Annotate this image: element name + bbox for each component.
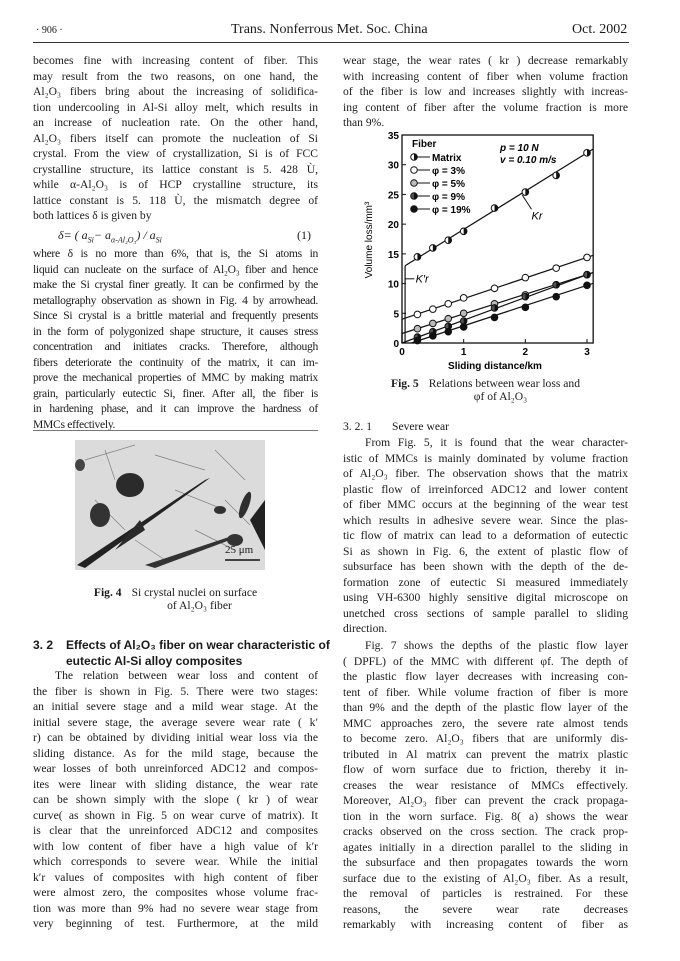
data-point [414,325,421,332]
text-line: tion undercooling in Al-Si alloy melt, which results in [33,100,318,114]
paragraph-1 [33,53,318,224]
text-line: tic flow of matrix can lead to a deformation of eutectic [343,529,628,542]
data-point [445,328,452,335]
legend-marker [411,206,418,213]
text-line: surface due to the existing of Al₂O₃ fiber. As a result, [343,871,628,885]
y-tick-label: 25 [387,190,399,202]
x-tick-label: 0 [399,347,405,358]
legend-label: φ = 19% [432,205,471,216]
paragraph-5 [343,435,628,637]
data-point [414,311,421,318]
legend-title: Fiber [412,139,437,150]
legend-label: φ = 9% [432,192,466,203]
text-line: than 9%. [343,116,385,129]
text-line: to become zero. Al₂O₃ fibers that are uniformly dis- [343,732,628,745]
text-line: with increasing content of fiber when volume fraction [343,69,628,83]
condition-load: p = 10 N [500,143,539,154]
x-tick-label: 1 [460,347,467,358]
fig4-micrograph [75,440,265,570]
text-line: agates initially in a direction parallel to the sliding in [343,840,628,854]
scale-bar-label: 25 μm [225,544,254,556]
text-line: crystal. From the view of crystallization, Si is of FCC [33,147,318,160]
x-tick-label: 2 [522,347,529,358]
data-point [460,310,467,317]
text-line: where δ is no more than 6%, that is, the Si atoms in [33,247,318,260]
text-line: an initial severe stage and a mild wear stage. At the [33,700,318,713]
text-line: Since Si crystal is a brittle material and frequently presents [33,309,318,322]
text-line: tributed in Al matrix can prevent the matrix plastic [343,747,628,761]
k-prime-r-annotation: K′r [415,273,429,286]
data-point [414,337,421,344]
equation-1: δ= ( $a_{Si}- a_{\alpha-Al_2O_3}) / a_{Si}$ [58,228,162,245]
subsection-title: Severe wear [392,420,449,433]
data-point [445,315,452,322]
kr-annotation: Kr [531,210,543,223]
paragraph-6 [343,638,628,933]
text-line: ing content of fiber after the volume fraction is more [343,100,628,114]
text-line: remarkably with increasing content of fiber as [343,918,628,931]
text-line: r) can be obtained by dividing initial wear loss via the [33,731,318,744]
equation-number: (1) [297,228,311,242]
text-line: using VH-6300 highly sensitive digital microscope on [343,591,628,604]
text-line: k′r values of composites with high content of fiber [33,870,318,884]
text-line: plastic flow of irreinforced ADC12 and lower content [343,482,628,496]
paragraph-3 [33,668,318,932]
text-line: concentration and initiates cracks. Therefore, although [33,340,318,353]
fig4-label: Fig. 4 [93,586,122,599]
text-line: initial severe stage, the average severe wear rate ( k′ [33,715,318,729]
text-line: in the form of polygonized shape structure, it causes stress [33,324,318,338]
y-tick-label: 10 [387,279,399,291]
y-tick-label: 0 [393,339,399,350]
text-line: the removal of particles is restrained. For these [343,887,628,900]
data-point [430,306,437,313]
text-line: wear stage, the wear rates ( kr ) decrease remarkably [343,54,628,67]
issue-date: Oct. 2002 [572,22,628,37]
text-line: tent of fiber. While volume fraction of fiber is more [343,685,628,699]
paragraph-4 [343,53,628,131]
text-line: the subsurface and then propagates towards the worn [343,856,628,869]
text-line: may result from the two reasons, on one hand, the [33,69,318,83]
text-line: From Fig. 5, it is found that the wear character- [365,436,628,449]
text-line: curve( as shown in Fig. 5 on wear curve of matrix). It [33,808,318,822]
text-line: direction. [343,622,388,635]
text-line: of the fiber is low and increases slightly with increas- [343,85,628,98]
text-line: wear losses of both unreinforced ADC12 and compos- [33,762,318,775]
text-line: crystalline structure, its lattice constant is 5. 428 Ù, [33,162,318,176]
fig5-caption: Fig. 5 Relations between wear loss and φf of Al₂O₃ [390,377,581,403]
section-number: 3. 2 [33,638,54,652]
text-line: prove the mechanical properties of MMC by making matrix [33,371,318,384]
data-point [584,254,591,261]
text-line: ( DPFL) of the MMC with different φf. The depth of [343,654,628,668]
text-line: can be shown simply with the slope ( kr ) of wear [33,793,318,806]
data-point [553,265,560,272]
text-line: Si as shown in Fig. 6, the extent of plastic flow of [343,544,628,558]
legend-marker [411,167,418,174]
text-line: Moreover, Al₂O₃ fiber can prevent the crack propaga- [343,794,628,807]
fig5-label: Fig. 5 [390,377,419,390]
text-line: reasons, the severe wear rate decreases [343,902,628,916]
text-line: tion in the worn surface. Fig. 8( a) shows the wear [343,809,628,823]
section-title-line-1: Effects of Al₂O₃ fiber on wear characteristic of [66,638,330,652]
condition-speed: v = 0.10 m/s [500,155,557,166]
text-line: with low content of fiber have a high value of k′r [33,839,318,853]
text-line: the plastic flow layer decreases with increasing con- [343,670,628,683]
text-line: MMCs effectively. [33,417,116,431]
text-line: an increase of nucleation rate. On the other hand, [33,116,318,129]
kr-leader [522,195,531,209]
text-line: lattice constant is 5. 118 Ù, the mismatch degree of [33,193,318,207]
text-line: of fiber MMC occurs at the beginning of the wear test [343,498,628,511]
text-line: istic of MMCs is mainly dominated by volume fraction [343,451,628,465]
text-line: the fiber is shown in Fig. 5. There were two stages: [33,684,318,698]
page-number: · 906 · [36,25,63,36]
section-title-line-2: eutectic Al-Si alloy composites [66,654,243,668]
y-tick-label: 20 [387,220,399,232]
text-line: formation zone of eutectic Si measured immediately [343,575,628,589]
text-line: MMC approaches zero, the severe rate almost tends [343,716,628,730]
data-point [491,285,498,292]
y-tick-label: 30 [387,160,399,172]
text-line: very beginning of test. Furthermore, at the mild [33,917,318,930]
data-point [584,282,591,289]
data-point [491,314,498,321]
text-line: flow of worn surface due to friction, thereby it in- [343,763,628,776]
text-line: grain, particularly eutectic Si, finer. After all, the fiber is [33,386,318,400]
text-line: which corresponds to severe wear. While the initial [33,855,318,868]
data-point [445,300,452,307]
text-line: is clear that the unreinforced ADC12 and composites [33,824,318,837]
text-line: cracks observed on the cross section. The crack prop- [343,825,628,838]
legend-label: φ = 3% [432,166,466,177]
text-line: liquid can nucleate on the surface of Al₂O₃ fiber and hence [33,262,318,276]
journal-title: Trans. Nonferrous Met. Soc. China [231,22,428,37]
text-line: Fig. 7 shows the depths of the plastic flow layer [365,639,628,652]
y-tick-label: 15 [387,249,399,261]
fig5-chart [360,125,610,373]
text-line: subsurface has been shown with the depth of the de- [343,560,628,573]
text-line: The relation between wear loss and content of [55,669,318,682]
text-line: unetched cross sections of sample parallel to sliding [343,606,628,620]
text-line: ites were linear with sliding distance, the wear rate [33,777,318,791]
text-line: Al₂O₃ fibers bring about the increasing of solidifica- [33,85,318,98]
data-point [522,304,529,311]
text-line: Al₂O₃ fibers itself can promote the nucleation of Si [33,131,318,145]
data-point [460,295,467,302]
data-point [460,324,467,331]
column-rule [33,430,318,431]
text-line: creases the wear resistance of MMCs effectively. [343,778,628,792]
data-point [430,333,437,340]
text-line: tion was more than 9% had no severe wear stage from [33,901,318,915]
text-line: of Al₂O₃ fiber. The observation shows that the matrix [343,467,628,480]
x-tick-label: 3 [584,347,590,358]
y-axis-label: Volume loss/mm³ [364,201,375,279]
text-line: metallography observation as shown in Fig. 4 by arrowhead. [33,293,318,307]
y-tick-label: 5 [393,309,399,321]
legend-label: Matrix [432,153,462,164]
text-line: make the Si crystal finer greatly. It can be confirmed by the [33,278,318,291]
subsection-number: 3. 2. 1 [343,420,372,433]
text-line: while α-Al₂O₃ is of HCP crystalline structure, its [33,178,318,191]
text-line: in hardening phase, and it can improve the hardness of [33,402,318,415]
x-axis-label: Sliding distance/km [448,361,542,372]
series-line [411,283,593,343]
data-point [522,274,529,281]
paragraph-2 [33,246,318,432]
legend-label: φ = 5% [432,179,466,190]
fig4-caption: Fig. 4 Si crystal nuclei on surface of Al₂O₃ fiber [93,586,258,612]
text-line: than 9% and the depth of the plastic flow layer of the [343,701,628,714]
header-rule [33,42,629,43]
data-point [430,320,437,327]
text-line: were almost zero, the composites whose volume frac- [33,886,318,899]
legend-marker [411,180,418,187]
text-line: fibers deteriorate the continuity of the matrix, it can im- [33,355,318,369]
text-line: sliding distance. As for the mild stage, because the [33,746,318,760]
text-line: which results in adhesive severe wear. Since the plas- [343,513,628,527]
data-point [553,293,560,300]
y-tick-label: 35 [387,131,399,142]
text-line: both lattices δ is given by [33,209,152,222]
text-line: becomes fine with increasing content of fiber. This [33,54,318,67]
